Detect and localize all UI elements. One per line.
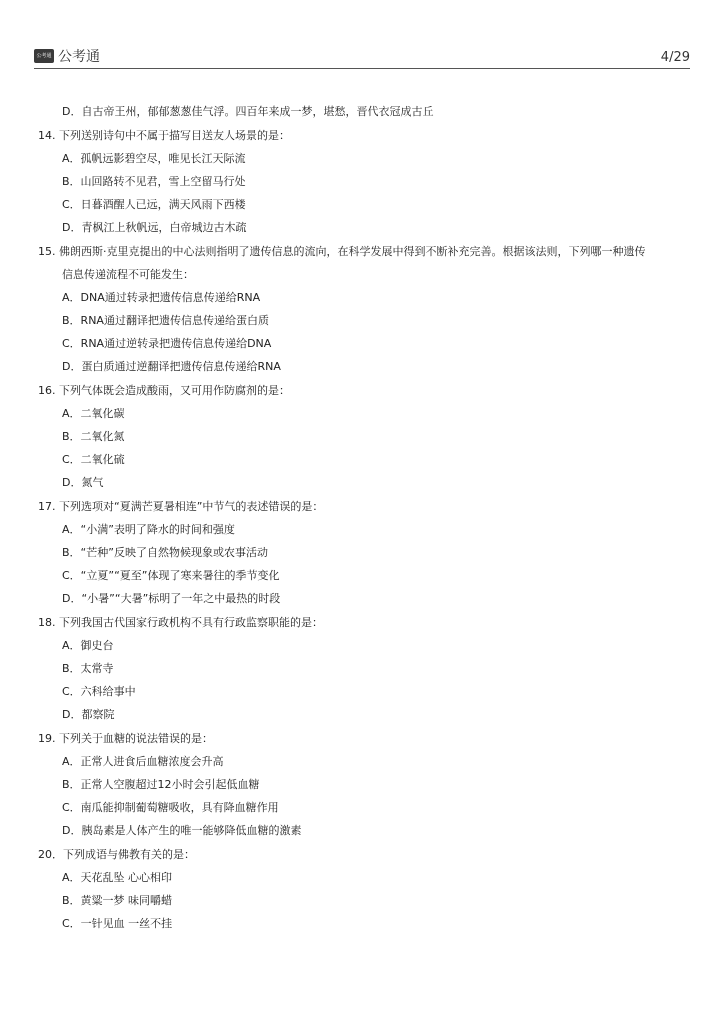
question-19	[38, 727, 690, 842]
question-17	[38, 495, 690, 610]
question-title: 19. 下列关于血糖的说法错误的是：	[38, 732, 213, 745]
option-item: A．孤帆远影碧空尽，唯见长江天际流	[62, 152, 246, 165]
question-title: 18. 下列我国古代国家行政机构不具有行政监察职能的是：	[38, 616, 323, 629]
logo	[34, 46, 100, 66]
option-item: B．山回路转不见君，雪上空留马行处	[62, 175, 246, 188]
question-list	[38, 100, 690, 935]
question-title: 15. 佛朗西斯·克里克提出的中心法则指明了遗传信息的流向，在科学发展中得到不断补充完善。根据该法则，下列哪一种遗传	[38, 245, 646, 258]
option-item: B．黄粱一梦 味同嚼蜡	[62, 894, 173, 907]
logo-badge-icon: 公考通	[34, 49, 54, 63]
option-item: D．自古帝王州，郁郁葱葱佳气浮。四百年来成一梦，堪愁，晋代衣冠成古丘	[62, 105, 434, 118]
question-13-tail	[38, 100, 690, 123]
option-item: D．都察院	[62, 708, 115, 721]
question-18	[38, 611, 690, 726]
option-item: C．二氧化硫	[62, 453, 125, 466]
option-item: D．胰岛素是人体产生的唯一能够降低血糖的激素	[62, 824, 302, 837]
option-item: D．“小暑”“大暑”标明了一年之中最热的时段	[62, 592, 281, 605]
option-item: C．一针见血 一丝不挂	[62, 917, 173, 930]
question-title: 16. 下列气体既会造成酸雨，又可用作防腐剂的是：	[38, 384, 290, 397]
option-item: A．二氧化碳	[62, 407, 125, 420]
option-item: A．天花乱坠 心心相印	[62, 871, 173, 884]
question-15	[38, 240, 690, 378]
option-item: D．氮气	[62, 476, 104, 489]
option-item: C．南瓜能抑制葡萄糖吸收，具有降血糖作用	[62, 801, 279, 814]
question-title-continued: 信息传递流程不可能发生：	[62, 268, 194, 281]
option-item: C．“立夏”“夏至”体现了寒来暑往的季节变化	[62, 569, 280, 582]
option-item: B．“芒种”反映了自然物候现象或农事活动	[62, 546, 268, 559]
logo-text: 公考通	[58, 49, 100, 65]
option-item: C．RNA通过逆转录把遗传信息传递给DNA	[62, 337, 272, 350]
option-item: B．太常寺	[62, 662, 114, 675]
option-item: A．“小满”表明了降水的时间和强度	[62, 523, 235, 536]
question-title: 20．下列成语与佛教有关的是：	[38, 848, 195, 861]
option-item: A．御史台	[62, 639, 114, 652]
option-item: B．正常人空腹超过12小时会引起低血糖	[62, 778, 260, 791]
question-14	[38, 124, 690, 239]
option-item: A．DNA通过转录把遗传信息传递给RNA	[62, 291, 261, 304]
option-item: B．RNA通过翻译把遗传信息传递给蛋白质	[62, 314, 269, 327]
page-number: 4/29	[660, 50, 690, 65]
option-item: C．日暮酒醒人已远，满天风雨下西楼	[62, 198, 246, 211]
question-20	[38, 843, 690, 935]
option-item: B．二氧化氮	[62, 430, 125, 443]
question-title: 14. 下列送别诗句中不属于描写目送友人场景的是：	[38, 129, 290, 142]
option-item: D．青枫江上秋帆远，白帝城边古木疏	[62, 221, 247, 234]
option-item: A．正常人进食后血糖浓度会升高	[62, 755, 224, 768]
option-item: C．六科给事中	[62, 685, 136, 698]
option-item: D．蛋白质通过逆翻译把遗传信息传递给RNA	[62, 360, 281, 373]
question-16	[38, 379, 690, 494]
question-title: 17. 下列选项对“夏满芒夏暑相连”中节气的表述错误的是：	[38, 500, 324, 513]
page-header	[34, 44, 690, 69]
